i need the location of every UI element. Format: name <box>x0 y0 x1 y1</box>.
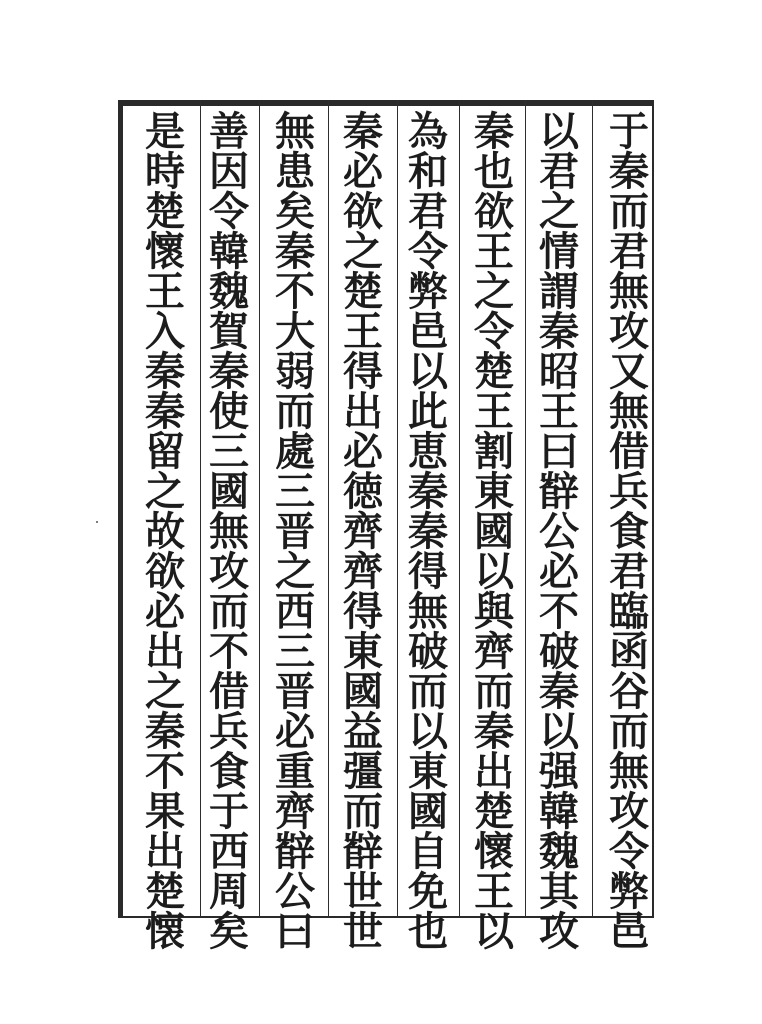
text-character: 因 <box>209 148 249 195</box>
text-character: 必 <box>539 548 579 595</box>
text-character: 而 <box>209 588 249 635</box>
text-character: 無 <box>609 748 649 795</box>
text-character: 出 <box>474 748 514 795</box>
text-character: 公 <box>275 868 315 915</box>
text-character: 世 <box>343 908 383 955</box>
text-character: 楚 <box>474 348 514 395</box>
text-character: 之 <box>145 468 185 515</box>
text-character: 留 <box>145 428 185 475</box>
text-character: 無 <box>408 588 448 635</box>
text-character: 借 <box>209 668 249 715</box>
text-character: 而 <box>275 388 315 435</box>
text-character: 令 <box>209 188 249 235</box>
text-character: 兵 <box>209 708 249 755</box>
text-character: 益 <box>343 708 383 755</box>
text-character: 東 <box>408 748 448 795</box>
text-character: 世 <box>343 868 383 915</box>
text-character: 東 <box>474 468 514 515</box>
text-character: 得 <box>343 588 383 635</box>
text-character: 王 <box>474 868 514 915</box>
text-character: 韓 <box>209 228 249 275</box>
text-character: 攻 <box>609 308 649 355</box>
text-character: 邑 <box>609 908 649 955</box>
column-divider <box>328 100 329 918</box>
text-character: 齊 <box>343 508 383 555</box>
text-character: 公 <box>539 508 579 555</box>
text-column-3 <box>467 104 521 955</box>
text-character: 之 <box>539 188 579 235</box>
column-divider <box>525 100 526 918</box>
text-character: 秦 <box>474 108 514 155</box>
text-character: 懷 <box>145 228 185 275</box>
text-character: 使 <box>209 388 249 435</box>
text-character: 國 <box>474 508 514 555</box>
text-character: 時 <box>145 148 185 195</box>
text-character: 三 <box>275 468 315 515</box>
text-character: 秦 <box>408 468 448 515</box>
text-character: 欲 <box>474 188 514 235</box>
text-character: 韓 <box>539 788 579 835</box>
text-character: 秦 <box>539 308 579 355</box>
text-character: 賀 <box>209 308 249 355</box>
text-character: 也 <box>408 908 448 955</box>
text-character: 不 <box>209 628 249 675</box>
text-character: 情 <box>539 228 579 275</box>
text-character: 西 <box>275 588 315 635</box>
text-character: 大 <box>275 308 315 355</box>
text-character: 借 <box>609 428 649 475</box>
text-character: 令 <box>474 308 514 355</box>
text-character: 晋 <box>275 668 315 715</box>
text-character: 秦 <box>609 148 649 195</box>
text-character: 懐 <box>145 908 185 955</box>
text-character: 之 <box>474 268 514 315</box>
text-character: 免 <box>408 868 448 915</box>
text-character: 處 <box>275 428 315 475</box>
text-character: 不 <box>539 588 579 635</box>
text-character: 君 <box>609 228 649 275</box>
text-character: 也 <box>474 148 514 195</box>
text-character: 魏 <box>209 268 249 315</box>
text-character: 秦 <box>539 668 579 715</box>
text-character: 楚 <box>474 788 514 835</box>
text-character: 無 <box>209 508 249 555</box>
text-column-6 <box>268 104 322 955</box>
text-character: 于 <box>209 788 249 835</box>
text-character: 是 <box>145 108 185 155</box>
text-character: 出 <box>145 828 185 875</box>
text-character: 王 <box>539 388 579 435</box>
text-character: 而 <box>408 668 448 715</box>
text-character: 王 <box>474 388 514 435</box>
text-character: 秦 <box>145 348 185 395</box>
text-character: 王 <box>474 228 514 275</box>
text-character: 三 <box>209 428 249 475</box>
text-character: 令 <box>408 228 448 275</box>
text-character: 得 <box>343 348 383 395</box>
text-character: 必 <box>343 148 383 195</box>
text-character: 不 <box>145 748 185 795</box>
text-character: 國 <box>408 788 448 835</box>
text-character: 昭 <box>539 348 579 395</box>
text-character: 故 <box>145 508 185 555</box>
column-divider <box>459 100 460 918</box>
text-character: 國 <box>209 468 249 515</box>
text-character: 自 <box>408 828 448 875</box>
text-character: 矣 <box>275 188 315 235</box>
text-character: 善 <box>209 108 249 155</box>
text-character: 和 <box>408 148 448 195</box>
text-character: 出 <box>145 628 185 675</box>
text-character: 徳 <box>343 468 383 515</box>
column-divider <box>592 100 593 918</box>
text-character: 君 <box>539 148 579 195</box>
text-character: 必 <box>275 708 315 755</box>
text-character: 秦 <box>275 228 315 275</box>
paper-speck <box>96 521 98 523</box>
text-character: 之 <box>275 548 315 595</box>
text-character: 而 <box>343 788 383 835</box>
text-character: 君 <box>408 188 448 235</box>
text-character: 秦 <box>474 708 514 755</box>
text-character: 東 <box>343 628 383 675</box>
text-character: 于 <box>609 108 649 155</box>
text-character: 弱 <box>275 348 315 395</box>
text-character: 與 <box>474 588 514 635</box>
text-character: 果 <box>145 788 185 835</box>
text-character: 之 <box>343 228 383 275</box>
text-character: 割 <box>474 428 514 475</box>
text-character: 而 <box>609 188 649 235</box>
text-character: 以 <box>408 348 448 395</box>
text-character: 魏 <box>539 828 579 875</box>
text-character: 破 <box>408 628 448 675</box>
text-character: 邑 <box>408 308 448 355</box>
text-character: 辥 <box>343 828 383 875</box>
text-character: 弊 <box>408 268 448 315</box>
text-column-4 <box>401 104 455 955</box>
text-character: 攻 <box>609 788 649 835</box>
text-character: 曰 <box>539 428 579 475</box>
text-character: 王 <box>343 308 383 355</box>
text-character: 曰 <box>275 908 315 955</box>
text-character: 破 <box>539 628 579 675</box>
text-character: 食 <box>209 748 249 795</box>
text-character: 楚 <box>145 188 185 235</box>
text-column-7 <box>202 104 256 955</box>
text-character: 秦 <box>145 708 185 755</box>
text-column-8 <box>138 104 192 955</box>
text-character: 以 <box>474 908 514 955</box>
text-character: 無 <box>609 388 649 435</box>
text-character: 臨 <box>609 588 649 635</box>
text-character: 以 <box>408 708 448 755</box>
text-character: 之 <box>145 668 185 715</box>
text-character: 攻 <box>209 548 249 595</box>
text-character: 秦 <box>343 108 383 155</box>
text-character: 以 <box>474 548 514 595</box>
text-character: 不 <box>275 268 315 315</box>
text-character: 矣 <box>209 908 249 955</box>
text-character: 齊 <box>343 548 383 595</box>
text-character: 必 <box>145 588 185 635</box>
text-character: 辥 <box>275 828 315 875</box>
text-character: 令 <box>609 828 649 875</box>
text-character: 秦 <box>145 388 185 435</box>
text-character: 函 <box>609 628 649 675</box>
text-character: 入 <box>145 308 185 355</box>
text-character: 秦 <box>209 348 249 395</box>
text-character: 恵 <box>408 428 448 475</box>
text-character: 國 <box>343 668 383 715</box>
text-character: 而 <box>609 708 649 755</box>
text-character: 三 <box>275 628 315 675</box>
text-character: 齊 <box>474 628 514 675</box>
text-character: 欲 <box>145 548 185 595</box>
text-column-2 <box>532 104 586 955</box>
text-character: 患 <box>275 148 315 195</box>
text-character: 出 <box>343 388 383 435</box>
text-character: 楚 <box>145 868 185 915</box>
text-character: 得 <box>408 548 448 595</box>
text-character: 兵 <box>609 468 649 515</box>
column-divider <box>259 100 260 918</box>
text-character: 攻 <box>539 908 579 955</box>
text-column-5 <box>336 104 390 955</box>
column-divider <box>200 100 201 918</box>
text-character: 以 <box>539 708 579 755</box>
text-character: 此 <box>408 388 448 435</box>
text-character: 謂 <box>539 268 579 315</box>
text-character: 懷 <box>474 828 514 875</box>
text-character: 又 <box>609 348 649 395</box>
text-character: 欲 <box>343 188 383 235</box>
text-character: 辥 <box>539 468 579 515</box>
text-character: 必 <box>343 428 383 475</box>
text-column-1 <box>602 104 656 955</box>
text-character: 無 <box>609 268 649 315</box>
text-character: 秦 <box>408 508 448 555</box>
text-character: 無 <box>275 108 315 155</box>
column-divider <box>397 100 398 918</box>
text-character: 谷 <box>609 668 649 715</box>
text-character: 弊 <box>609 868 649 915</box>
text-character: 其 <box>539 868 579 915</box>
text-character: 君 <box>609 548 649 595</box>
text-character: 以 <box>539 108 579 155</box>
text-character: 為 <box>408 108 448 155</box>
text-character: 西 <box>209 828 249 875</box>
text-character: 食 <box>609 508 649 555</box>
text-character: 重 <box>275 748 315 795</box>
text-character: 晋 <box>275 508 315 555</box>
text-character: 强 <box>539 748 579 795</box>
text-character: 齊 <box>275 788 315 835</box>
text-character: 楚 <box>343 268 383 315</box>
text-character: 彊 <box>343 748 383 795</box>
text-character: 而 <box>474 668 514 715</box>
text-character: 王 <box>145 268 185 315</box>
text-character: 周 <box>209 868 249 915</box>
